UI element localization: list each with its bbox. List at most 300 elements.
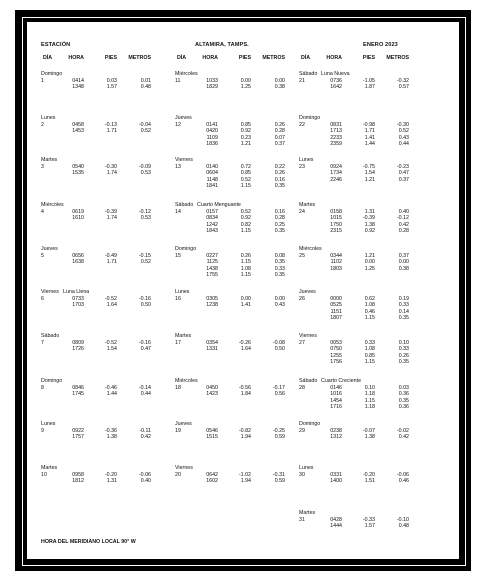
weekday-label: Martes <box>41 157 58 163</box>
tide-time: 1015 <box>330 215 342 221</box>
tide-time: 0157 <box>206 208 218 215</box>
weekday-label: Domingo <box>41 378 63 384</box>
tide-height-feet: 1.64 <box>240 346 251 352</box>
tide-time: 1602 <box>206 478 218 484</box>
tide-height-feet: 1.15 <box>240 228 251 234</box>
column-header-pies: PIES <box>104 55 117 61</box>
tide-time: 1125 <box>206 259 218 265</box>
tide-row <box>299 228 449 235</box>
weekday-label: Jueves <box>175 421 192 427</box>
tide-time: 1756 <box>330 359 342 365</box>
column-header-dia: DÍA <box>43 55 53 61</box>
tide-row <box>299 523 449 530</box>
tide-row <box>41 215 191 222</box>
meridian-note: HORA DEL MERIDIANO LOCAL 90° W <box>41 539 136 545</box>
tide-row <box>41 302 191 309</box>
tide-time: 1807 <box>330 315 342 321</box>
tide-row <box>299 478 449 485</box>
tide-time: 2246 <box>330 176 342 183</box>
weekday-label: Sábado <box>299 71 318 77</box>
tide-height-feet: 0.10 <box>364 384 375 391</box>
column-header-pies: PIES <box>362 55 375 61</box>
tide-time: 0525 <box>330 302 342 308</box>
day-number: 23 <box>299 163 305 170</box>
tide-height-meters: 0.42 <box>398 221 409 228</box>
tide-height-feet: -0.30 <box>104 163 117 170</box>
tide-height-meters: -0.04 <box>138 121 151 128</box>
tide-time: 1151 <box>330 308 342 315</box>
day-number: 3 <box>41 163 44 170</box>
tide-height-feet: 1.15 <box>240 183 251 189</box>
tide-time: 0733 <box>72 295 84 302</box>
weekday-label: Miércoles <box>175 378 198 384</box>
column-headers <box>27 55 459 63</box>
tide-height-feet: 1.15 <box>364 315 375 321</box>
tide-height-feet: 0.00 <box>364 259 375 265</box>
tide-height-meters: 0.28 <box>274 215 285 221</box>
tide-height-meters: 0.33 <box>274 265 285 272</box>
day-number: 29 <box>299 427 305 434</box>
tide-height-feet: -0.13 <box>104 121 117 128</box>
tide-height-meters: 0.42 <box>140 434 151 440</box>
day-number: 31 <box>299 516 305 523</box>
tide-height-feet: 1.18 <box>364 404 375 410</box>
tide-time: 1703 <box>72 302 84 308</box>
tide-row <box>299 315 449 322</box>
column-header-pies: PIES <box>238 55 251 61</box>
tide-row <box>299 141 449 148</box>
weekday-label: Miércoles <box>299 246 322 252</box>
tide-height-meters: 0.33 <box>398 302 409 308</box>
tide-time: 0831 <box>330 121 342 128</box>
tide-height-meters: 0.52 <box>398 128 409 134</box>
weekday-label: Sábado <box>41 333 60 339</box>
tide-height-feet: 1.44 <box>106 391 117 397</box>
tide-row <box>175 183 325 190</box>
day-number: 27 <box>299 339 305 346</box>
tide-height-meters: 0.46 <box>398 478 409 484</box>
weekday-label: Sábado <box>299 378 318 384</box>
tide-height-meters: 0.00 <box>274 295 285 302</box>
tide-time: 1438 <box>206 265 218 272</box>
tide-height-meters: -0.12 <box>138 208 151 215</box>
tide-height-meters: -0.23 <box>396 163 409 170</box>
column-header-dia: DÍA <box>177 55 187 61</box>
tide-time: 2233 <box>330 134 342 141</box>
tide-height-feet: 1.41 <box>364 134 375 141</box>
tide-time: 0546 <box>206 427 218 434</box>
day-number: 13 <box>175 163 181 170</box>
tide-height-meters: 0.28 <box>398 228 409 234</box>
tide-time: 1734 <box>330 170 342 176</box>
weekday-label: Domingo <box>299 421 321 427</box>
tide-time: 0736 <box>330 77 342 84</box>
tide-height-feet: 0.92 <box>364 228 375 234</box>
tide-height-meters: 0.53 <box>140 170 151 176</box>
day-number: 28 <box>299 384 305 391</box>
tide-height-feet: 1.84 <box>240 391 251 397</box>
weekday-label: Domingo <box>299 115 321 121</box>
tide-height-meters: -0.30 <box>396 121 409 128</box>
tide-time: 1255 <box>330 352 342 359</box>
tide-height-meters: 0.00 <box>398 259 409 265</box>
tide-height-meters: -0.31 <box>272 471 285 478</box>
tide-time: 0238 <box>330 427 342 434</box>
tide-time: 1610 <box>72 215 84 221</box>
tide-height-feet: -0.98 <box>362 121 375 128</box>
tide-height-feet: 1.74 <box>106 170 117 176</box>
weekday-label: Martes <box>41 465 58 471</box>
weekday-label: Jueves <box>299 289 316 295</box>
tide-height-meters: -0.12 <box>396 215 409 221</box>
tide-time: 1102 <box>330 259 342 265</box>
day-number: 12 <box>175 121 181 128</box>
tide-time: 1713 <box>330 128 342 134</box>
tide-height-meters: 0.00 <box>274 77 285 84</box>
tide-row <box>299 177 449 184</box>
tide-time: 1242 <box>206 221 218 228</box>
tide-height-meters: 0.50 <box>274 346 285 352</box>
weekday-label: Domingo <box>175 246 197 252</box>
tide-time: 1016 <box>330 391 342 397</box>
tide-height-feet: -0.52 <box>104 295 117 302</box>
tide-height-feet: -0.39 <box>104 208 117 215</box>
day-number: 2 <box>41 121 44 128</box>
tide-height-feet: 1.08 <box>240 265 251 272</box>
column-header-hora: HORA <box>68 55 84 61</box>
tide-height-feet: -0.36 <box>104 427 117 434</box>
tide-height-feet: 1.51 <box>364 478 375 484</box>
tide-height-feet: 0.26 <box>240 252 251 259</box>
tide-height-feet: 0.00 <box>240 77 251 84</box>
tide-height-meters: 0.44 <box>140 391 151 397</box>
tide-height-feet: 0.62 <box>364 295 375 302</box>
tide-height-meters: 0.16 <box>274 208 285 215</box>
day-number: 24 <box>299 208 305 215</box>
tide-height-meters: 0.52 <box>140 128 151 134</box>
tide-height-feet: -0.07 <box>362 427 375 434</box>
tide-row <box>299 404 449 411</box>
tide-height-feet: 1.08 <box>364 346 375 352</box>
tide-time: 1148 <box>206 176 218 183</box>
weekday-label: Sábado <box>175 202 194 208</box>
tide-height-meters: -0.14 <box>138 384 151 391</box>
tide-height-feet: 1.15 <box>364 359 375 365</box>
tide-height-meters: -0.10 <box>396 516 409 523</box>
tide-time: 1238 <box>206 302 218 308</box>
tide-height-meters: 0.35 <box>274 259 285 265</box>
tide-row <box>41 84 191 91</box>
tide-height-feet: 0.52 <box>240 176 251 183</box>
tide-height-meters: 0.33 <box>398 346 409 352</box>
column-header-metros: METROS <box>128 55 151 61</box>
tide-row <box>41 391 191 398</box>
tide-height-feet: 1.74 <box>106 215 117 221</box>
tide-time: 1638 <box>72 259 84 265</box>
tide-time: 1535 <box>72 170 84 176</box>
day-number: 16 <box>175 295 181 302</box>
tide-time: 0420 <box>206 128 218 134</box>
tide-height-feet: 1.18 <box>364 391 375 397</box>
weekday-label: Martes <box>299 202 316 208</box>
tide-height-feet: -0.20 <box>104 471 117 478</box>
tide-row <box>41 346 191 353</box>
weekday-label: Jueves <box>41 246 58 252</box>
tide-time: 2315 <box>330 228 342 234</box>
tide-height-meters: 0.48 <box>398 523 409 529</box>
tide-height-feet: 1.71 <box>106 128 117 134</box>
tide-height-feet: -0.82 <box>238 427 251 434</box>
column-header-metros: METROS <box>262 55 285 61</box>
tide-row <box>299 359 449 366</box>
tide-height-feet: 1.21 <box>240 141 251 147</box>
tide-height-meters: 0.03 <box>398 384 409 391</box>
column-header-metros: METROS <box>386 55 409 61</box>
weekday-label: Jueves <box>175 115 192 121</box>
tide-time: 0656 <box>72 252 84 259</box>
tide-time: 1454 <box>330 397 342 404</box>
tide-height-meters: -0.08 <box>272 339 285 346</box>
tide-time: 1841 <box>206 183 218 189</box>
tide-height-feet: -1.05 <box>362 77 375 84</box>
tide-height-feet: 0.82 <box>240 221 251 228</box>
tide-time: 1757 <box>72 434 84 440</box>
tide-height-feet: 1.94 <box>240 434 251 440</box>
tide-time: 0414 <box>72 77 84 84</box>
tide-height-feet: 1.21 <box>364 252 375 259</box>
day-number: 25 <box>299 252 305 259</box>
tide-height-feet: -0.56 <box>238 384 251 391</box>
tide-height-feet: -0.33 <box>362 516 375 523</box>
tide-height-feet: 0.85 <box>364 352 375 359</box>
tide-height-meters: 0.40 <box>140 478 151 484</box>
tide-height-meters: 0.59 <box>274 434 285 440</box>
tide-height-feet: 0.03 <box>106 77 117 84</box>
tide-height-feet: 1.44 <box>364 141 375 147</box>
tide-height-meters: 0.47 <box>140 346 151 352</box>
tide-height-meters: 0.35 <box>398 359 409 365</box>
weekday-label: Viernes <box>175 157 193 163</box>
tide-height-feet: -0.52 <box>104 339 117 346</box>
tide-time: 0846 <box>72 384 84 391</box>
tide-height-feet: 0.46 <box>364 308 375 315</box>
day-number: 11 <box>175 77 181 84</box>
tide-height-meters: 0.50 <box>140 302 151 308</box>
tide-row <box>41 259 191 266</box>
column-header-hora: HORA <box>202 55 218 61</box>
tide-time: 0146 <box>330 384 342 391</box>
tide-row <box>41 434 191 441</box>
tide-height-feet: 1.38 <box>106 434 117 440</box>
tide-height-feet: 1.15 <box>240 259 251 265</box>
tide-height-meters: 0.38 <box>398 265 409 272</box>
tide-row <box>299 266 449 273</box>
tide-time: 0958 <box>72 471 84 478</box>
tide-time: 1515 <box>206 434 218 440</box>
tide-height-feet: 0.72 <box>240 163 251 170</box>
tide-time: 0305 <box>206 295 218 302</box>
tide-height-feet: 0.23 <box>240 134 251 141</box>
tide-height-meters: 0.19 <box>398 295 409 302</box>
tide-height-meters: 0.36 <box>398 404 409 410</box>
weekday-label: Lunes <box>299 157 314 163</box>
tide-height-feet: 1.57 <box>106 84 117 90</box>
tide-time: 0809 <box>72 339 84 346</box>
tide-time: 1642 <box>330 84 342 90</box>
tide-time: 2359 <box>330 141 342 147</box>
tide-time: 0000 <box>330 295 342 302</box>
tide-height-meters: 0.59 <box>274 478 285 484</box>
tide-time: 1716 <box>330 404 342 410</box>
tide-row <box>299 84 449 91</box>
tide-time: 0604 <box>206 170 218 176</box>
tide-height-meters: 0.25 <box>274 221 285 228</box>
column-header-dia: DÍA <box>301 55 311 61</box>
tide-height-meters: 0.52 <box>140 259 151 265</box>
tide-height-feet: 0.00 <box>240 295 251 302</box>
tide-height-meters: 0.26 <box>274 121 285 128</box>
tide-height-feet: 1.71 <box>364 128 375 134</box>
tide-time: 1843 <box>206 228 218 234</box>
tide-height-meters: 0.35 <box>398 397 409 404</box>
tide-height-meters: 0.47 <box>398 170 409 176</box>
tide-height-meters: 0.35 <box>274 183 285 189</box>
day-number: 22 <box>299 121 305 128</box>
tide-time: 1109 <box>206 134 218 141</box>
tide-height-feet: 1.25 <box>240 84 251 90</box>
tide-height-meters: 0.38 <box>274 84 285 90</box>
tide-time: 0140 <box>206 163 218 170</box>
tide-time: 0141 <box>206 121 218 128</box>
tide-time: 1312 <box>330 434 342 440</box>
tide-time: 0354 <box>206 339 218 346</box>
tide-height-meters: 0.10 <box>398 339 409 346</box>
tide-height-meters: 0.37 <box>274 141 285 147</box>
tide-height-meters: 0.35 <box>274 228 285 234</box>
day-number: 30 <box>299 471 305 478</box>
tide-height-meters: -0.25 <box>272 427 285 434</box>
tide-height-feet: 1.25 <box>364 265 375 272</box>
tide-height-meters: -0.16 <box>138 339 151 346</box>
tide-time: 0922 <box>72 427 84 434</box>
station-label: ESTACIÓN <box>41 42 71 48</box>
tide-height-feet: -1.02 <box>238 471 251 478</box>
tide-height-feet: 0.85 <box>240 170 251 176</box>
tide-time: 0450 <box>206 384 218 391</box>
tide-row <box>41 170 191 177</box>
day-number: 8 <box>41 384 44 391</box>
tide-height-meters: 0.56 <box>274 391 285 397</box>
tide-height-meters: 0.35 <box>274 272 285 278</box>
tide-row <box>175 272 325 279</box>
day-number: 9 <box>41 427 44 434</box>
day-number: 19 <box>175 427 181 434</box>
weekday-label: Martes <box>299 510 316 516</box>
tide-height-feet: 1.54 <box>364 170 375 176</box>
day-number: 6 <box>41 295 44 302</box>
tide-height-feet: 1.94 <box>240 478 251 484</box>
tide-time: 0158 <box>330 208 342 215</box>
tide-height-feet: 1.15 <box>364 397 375 404</box>
tide-height-feet: 1.64 <box>106 302 117 308</box>
weekday-label: Viernes <box>175 465 193 471</box>
moon-phase-note: Luna Nueva <box>321 71 350 77</box>
tide-time: 1033 <box>206 77 218 84</box>
tide-height-feet: 1.87 <box>364 84 375 90</box>
tide-time: 1745 <box>72 391 84 397</box>
tide-time: 1750 <box>330 221 342 228</box>
tide-height-feet: 1.71 <box>106 259 117 265</box>
weekday-label: Viernes <box>41 289 59 295</box>
day-number: 10 <box>41 471 47 478</box>
tide-height-feet: 0.52 <box>240 208 251 215</box>
tide-height-feet: 1.31 <box>106 478 117 484</box>
tide-height-feet: 1.31 <box>364 208 375 215</box>
tide-time: 1803 <box>330 265 342 272</box>
tide-time: 0540 <box>72 163 84 170</box>
tide-row <box>41 478 191 485</box>
tide-time: 0619 <box>72 208 84 215</box>
tide-height-meters: 0.35 <box>398 315 409 321</box>
tide-height-meters: -0.02 <box>396 427 409 434</box>
tide-time: 1453 <box>72 128 84 134</box>
tide-height-meters: 0.28 <box>274 128 285 134</box>
tide-height-meters: -0.16 <box>138 295 151 302</box>
tide-time: 0458 <box>72 121 84 128</box>
tide-height-feet: -0.49 <box>104 252 117 259</box>
weekday-label: Domingo <box>41 71 63 77</box>
tide-time: 1726 <box>72 346 84 352</box>
tide-height-feet: -0.75 <box>362 163 375 170</box>
weekday-label: Lunes <box>299 465 314 471</box>
weekday-label: Viernes <box>299 333 317 339</box>
moon-phase-note: Cuarto Menguante <box>197 202 241 208</box>
tide-height-meters: 0.37 <box>398 252 409 259</box>
day-number: 4 <box>41 208 44 215</box>
tide-time: 1812 <box>72 478 84 484</box>
tide-time: 1836 <box>206 141 218 147</box>
tide-height-meters: 0.53 <box>140 215 151 221</box>
tide-time: 0642 <box>206 471 218 478</box>
tide-height-meters: 0.37 <box>398 176 409 183</box>
tide-height-feet: 1.38 <box>364 221 375 228</box>
tide-height-feet: 0.92 <box>240 128 251 134</box>
day-number: 18 <box>175 384 181 391</box>
tide-height-meters: -0.09 <box>138 163 151 170</box>
tide-time: 1444 <box>330 523 342 529</box>
weekday-label: Martes <box>175 333 192 339</box>
column-header-hora: HORA <box>326 55 342 61</box>
tide-height-meters: -0.11 <box>139 427 151 434</box>
tide-height-meters: 0.36 <box>398 391 409 397</box>
tide-height-feet: 1.21 <box>364 176 375 183</box>
weekday-label: Lunes <box>41 115 56 121</box>
day-number: 14 <box>175 208 181 215</box>
tide-height-feet: 1.08 <box>364 302 375 308</box>
tide-height-meters: 0.44 <box>398 141 409 147</box>
tide-height-meters: -0.15 <box>138 252 151 259</box>
tide-time: 0344 <box>330 252 342 259</box>
day-number: 17 <box>175 339 181 346</box>
moon-phase-note: Cuarto Creciente <box>321 378 362 384</box>
tide-height-feet: -0.39 <box>362 215 375 221</box>
weekday-label: Lunes <box>175 289 190 295</box>
tide-height-feet: -0.26 <box>238 339 251 346</box>
tide-height-meters: 0.26 <box>274 170 285 176</box>
tide-height-meters: 0.48 <box>140 84 151 90</box>
day-number: 1 <box>41 77 44 84</box>
tide-time: 0924 <box>330 163 342 170</box>
